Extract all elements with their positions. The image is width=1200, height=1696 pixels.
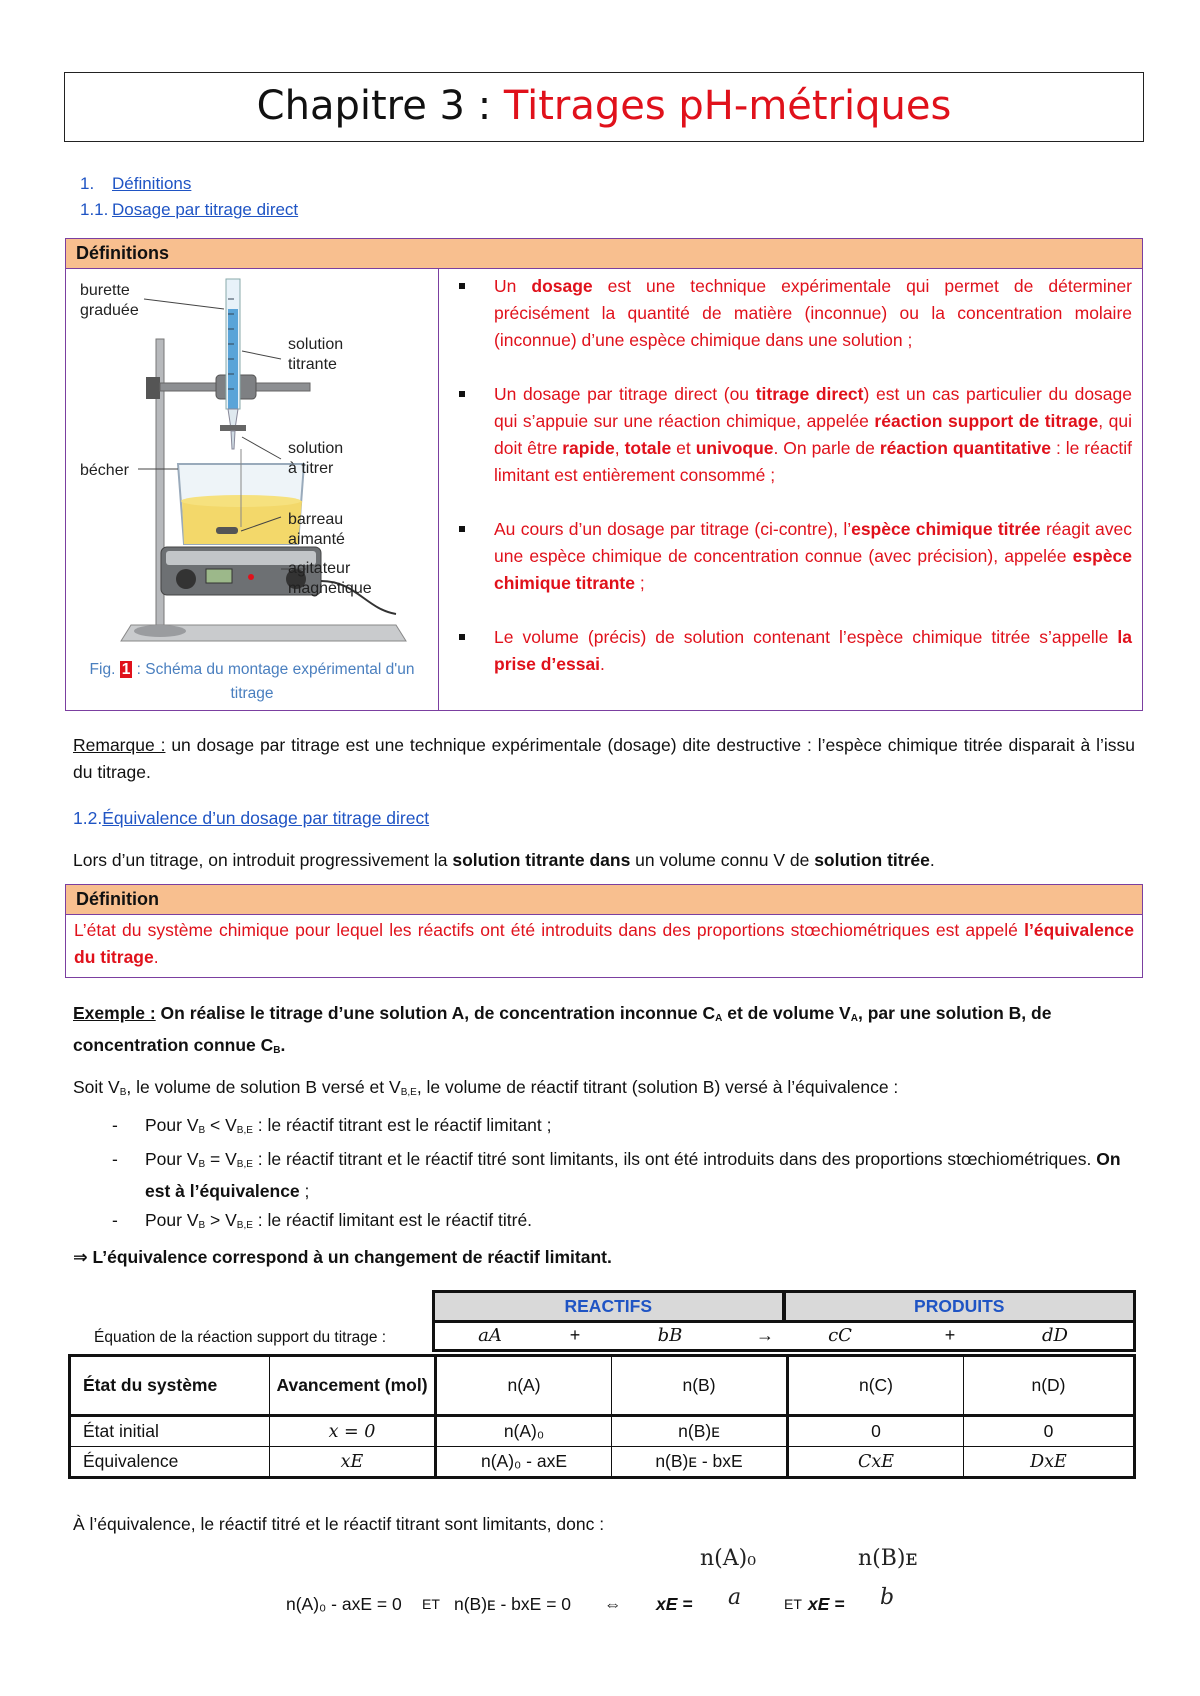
table-row	[70, 1447, 1135, 1478]
label-barreau-2: aimanté	[288, 531, 345, 548]
label-titrante-2: titrante	[288, 356, 337, 373]
header-nA: n(A)	[436, 1356, 612, 1416]
final-xe-2: xE =	[808, 1594, 845, 1614]
page-title	[64, 72, 1144, 142]
eq-term: aA	[478, 1325, 502, 1346]
fraction-1-numerator: n(A)₀	[700, 1546, 757, 1571]
cell-x: x = 0	[270, 1416, 436, 1447]
final-et-1: ET	[422, 1596, 440, 1612]
bullet-dosage: Un dosage est une technique expérimentale qui permet de déterminer précisément la quantité de matière (inconnue) ou la concentration molaire (inconnue) d’une espèce chimique dans une solution ;	[450, 273, 1132, 354]
bullet-prise-essai: Le volume (précis) de solution contenant l’espèce chimique titrée s’appelle la prise d’essai.	[450, 624, 1132, 678]
definition-header: Définition	[66, 885, 1142, 915]
toc-label: Définitions	[112, 174, 192, 193]
caption-text-2: titrage	[230, 685, 274, 702]
label-titrer-2: à titrer	[288, 460, 334, 477]
final-xe-1: xE =	[656, 1594, 693, 1614]
definitions-box	[65, 238, 1143, 711]
cell-nA: n(A)₀	[436, 1416, 612, 1447]
table-row	[70, 1416, 1135, 1447]
bullet-espece-titree: Au cours d’un dosage par titrage (ci-contre), l’espèce chimique titrée réagit avec une espèce chimique de concentration connue (avec précision), appelée espèce chimique titrante ;	[450, 516, 1132, 597]
toc-item-1-1[interactable]	[80, 200, 298, 220]
figure-cell	[66, 269, 439, 710]
label-barreau-1: barreau	[288, 511, 344, 528]
fraction-2-numerator: n(B)ᴇ	[858, 1546, 918, 1571]
header-nD: n(D)	[1031, 1375, 1066, 1395]
final-et-2: ET	[784, 1596, 802, 1612]
title-main: Titrages pH-métriques	[503, 83, 952, 129]
exemple-label: Exemple :	[73, 1003, 156, 1023]
caption-number: 1	[121, 661, 131, 678]
final-eq-1: n(A)₀ - axE = 0	[286, 1594, 402, 1614]
fraction-1-denominator: a	[728, 1585, 742, 1610]
remarque-label: Remarque :	[73, 735, 166, 755]
definitions-text-cell	[440, 269, 1142, 710]
definition-box	[65, 884, 1143, 978]
header-nB: n(B)	[612, 1356, 788, 1416]
reactifs-header: REACTIFS	[434, 1292, 784, 1322]
list-item: - Pour $V_B = V_{B,E}$ : le réactif titrant et le réactif titré sont limitants, ils ont été introduits dans des proportions stœchiométriques. On est à l’équivalence ;	[100, 1146, 1135, 1205]
definitions-header: Définitions	[66, 239, 1142, 269]
cell-x: xE	[270, 1447, 436, 1478]
section-1-2-heading[interactable]: 1.2.Équivalence d’un dosage par titrage direct	[73, 808, 430, 828]
remarque-paragraph: Remarque : un dosage par titrage est une technique expérimentale (dosage) dite destructive : l’espèce chimique titrée disparait à l’issu du titrage.	[73, 735, 1136, 782]
eq-term: cC	[828, 1325, 852, 1346]
label-becher: bécher	[80, 462, 129, 479]
equation-label: Équation de la réaction support du titrage :	[94, 1329, 387, 1346]
label-burette-1: burette	[80, 282, 130, 299]
caption-text: : Schéma du montage expérimental d'un	[136, 661, 415, 678]
cell-nC: 0	[788, 1416, 964, 1447]
title-prefix: Chapitre 3 :	[256, 83, 492, 129]
equation-row	[432, 1322, 1136, 1352]
toc-num: 1.	[80, 174, 95, 193]
titration-setup-illustration	[66, 269, 439, 669]
equation-header-table	[432, 1290, 1136, 1323]
bullet-titrage-direct: Un dosage par titrage direct (ou titrage direct) est un cas particulier du dosage qui s’appuie sur une réaction chimique, appelée réaction support de titrage, qui doit être rapide, totale et univoque. On parle de réaction quantitative : le réactif limitant est entièrement consommé ;	[450, 381, 1132, 489]
eq-term: +	[944, 1325, 956, 1345]
toc-label: Dosage par titrage direct	[112, 200, 299, 219]
final-intro: À l’équivalence, le réactif titré et le réactif titrant sont limitants, donc :	[73, 1514, 605, 1534]
definition-text: L’état du système chimique pour lequel les réactifs ont été introduits dans des proportions stœchiométriques est appelé l’équivalence du titrage.	[74, 920, 1134, 967]
cell-nD: DxE	[1030, 1451, 1067, 1472]
fraction-2-denominator: b	[880, 1585, 895, 1610]
list-item: - Pour $V_B > V_{B,E}$ : le réactif limitant est le réactif titré.	[100, 1207, 1135, 1239]
figure-caption	[66, 658, 438, 706]
eq-term: dD	[1042, 1325, 1068, 1346]
cell-nD: 0	[1043, 1421, 1054, 1441]
header-avancement: Avancement (mol)	[270, 1356, 436, 1416]
cell-nB: n(B)ᴇ	[612, 1416, 788, 1447]
label-agitateur-2: magnétique	[288, 580, 372, 597]
cell-nA: n(A)₀ - axE	[436, 1447, 612, 1478]
cell-state: État initial	[70, 1416, 270, 1447]
exemple-paragraph: Exemple : On réalise le titrage d’une solution A, de concentration inconnue $C_A$ et de volume $V_A$, par une solution B, de concentration connue $C_B$.	[73, 1003, 1052, 1056]
toc-item-1[interactable]	[80, 174, 191, 194]
intro-paragraph: Lors d’un titrage, on introduit progressivement la solution titrante dans un volume connu V de solution titrée.	[73, 850, 935, 870]
header-nC: n(C)	[788, 1356, 964, 1416]
eq-term: bB	[657, 1325, 683, 1346]
toc-num: 1.1.	[80, 200, 109, 219]
eq-term: +	[569, 1325, 581, 1345]
list-item: - Pour $V_B < V_{B,E}$ : le réactif titrant est le réactif limitant ;	[100, 1112, 1135, 1144]
cell-nB: n(B)ᴇ - bxE	[612, 1447, 788, 1478]
produits-header: PRODUITS	[784, 1292, 1135, 1322]
soit-paragraph: Soit $V_B$, le volume de solution B versé et $V_{B,E}$, le volume de réactif titrant (solution B) versé à l’équivalence :	[73, 1077, 899, 1098]
label-burette-2: graduée	[80, 302, 139, 319]
cell-nC: CxE	[788, 1447, 964, 1478]
caption-prefix: Fig.	[89, 661, 116, 678]
advancement-table	[68, 1354, 1136, 1479]
eq-arrow: →	[756, 1325, 774, 1345]
header-etat: État du système	[70, 1356, 270, 1416]
final-eq-2: n(B)ᴇ - bxE = 0	[454, 1594, 572, 1614]
label-titrante-1: solution	[288, 336, 344, 353]
final-iff: ⇔	[604, 1594, 622, 1614]
cases-list	[100, 1112, 1135, 1241]
label-titrer-1: solution	[288, 440, 344, 457]
cell-state: Équivalence	[70, 1447, 270, 1478]
label-agitateur-1: agitateur	[288, 560, 351, 577]
conclusion: ⇒ L’équivalence correspond à un changement de réactif limitant.	[73, 1247, 612, 1267]
